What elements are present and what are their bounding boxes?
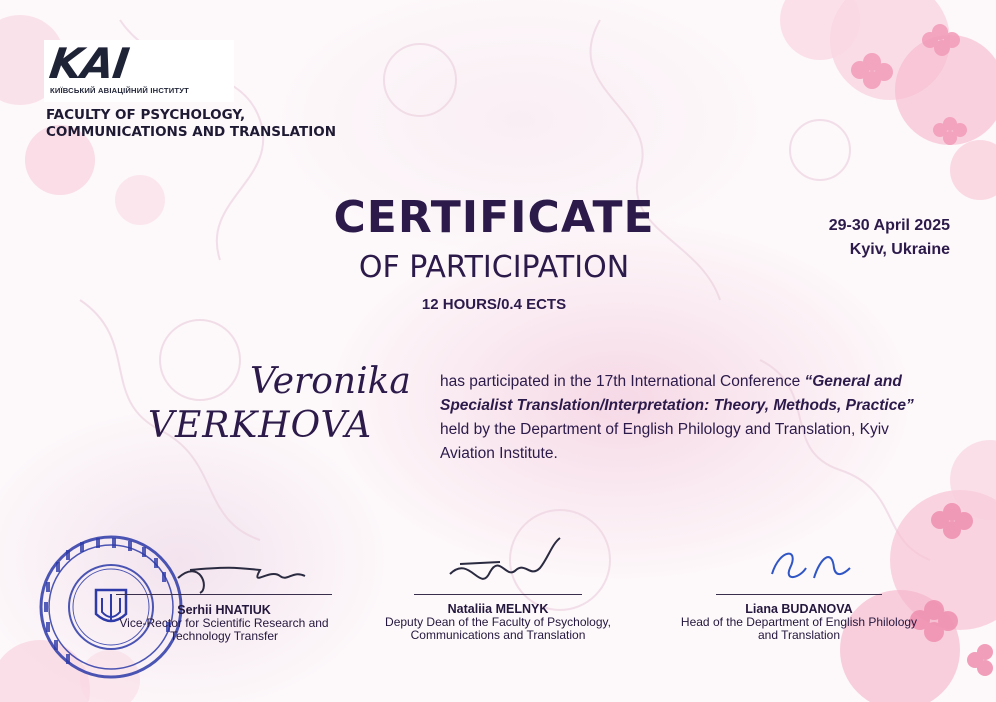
event-date: 29-30 April 2025 xyxy=(828,217,950,234)
logo-subtitle: КИЇВСЬКИЙ АВІАЦІЙНИЙ ІНСТИТУТ xyxy=(50,86,189,95)
certificate-title: CERTIFICATE xyxy=(333,192,655,243)
signatory-2 xyxy=(414,594,582,595)
participation-statement xyxy=(440,370,920,466)
flowers-top-right xyxy=(780,0,996,200)
signature-line xyxy=(716,594,882,595)
signatory-role: Head of the Department of English Philology and Translation xyxy=(680,615,918,642)
signatory-name: Nataliia MELNYK xyxy=(447,602,549,616)
signatory-1 xyxy=(116,594,332,643)
conference-title: “General and Specialist Translation/Interpretation: Theory, Methods, Practice” xyxy=(440,373,914,414)
signatory-role: Vice-Rector for Scientific Research and Technology Transfer xyxy=(119,616,329,643)
event-place: Kyiv, Ukraine xyxy=(849,241,950,258)
signature-melnyk xyxy=(440,534,570,598)
signatory-3 xyxy=(716,594,882,595)
signature-line xyxy=(414,594,582,595)
statement-intro: has participated in the 17th International Conference xyxy=(440,373,801,390)
institute-logo xyxy=(44,40,234,102)
signatory-2-text xyxy=(380,602,616,642)
participant-last-name: VERKHOVA xyxy=(148,405,373,446)
signatory-name: Serhii HNATIUK xyxy=(177,603,271,617)
event-date-place xyxy=(760,214,950,262)
statement-outro: held by the Department of English Philology and Translation, Kyiv Aviation Institute. xyxy=(440,421,889,462)
logo-mark: KAI xyxy=(46,39,132,88)
signatory-3-text xyxy=(680,602,918,642)
faculty-name: FACULTY OF PSYCHOLOGY, COMMUNICATIONS AND TRANSLATION xyxy=(46,107,337,140)
signature-hnatiuk xyxy=(170,548,320,598)
signatory-name: Liana BUDANOVA xyxy=(745,602,853,616)
flowers-bottom-right xyxy=(840,440,996,702)
signature-line xyxy=(116,594,332,595)
signatory-role: Deputy Dean of the Faculty of Psychology, Communications and Translation xyxy=(385,615,611,642)
participant-first-name: Veronika xyxy=(250,361,411,402)
credit-hours: 12 HOURS/0.4 ECTS xyxy=(421,296,567,313)
certificate-subtitle: OF PARTICIPATION xyxy=(358,250,630,285)
signature-budanova xyxy=(760,538,860,592)
